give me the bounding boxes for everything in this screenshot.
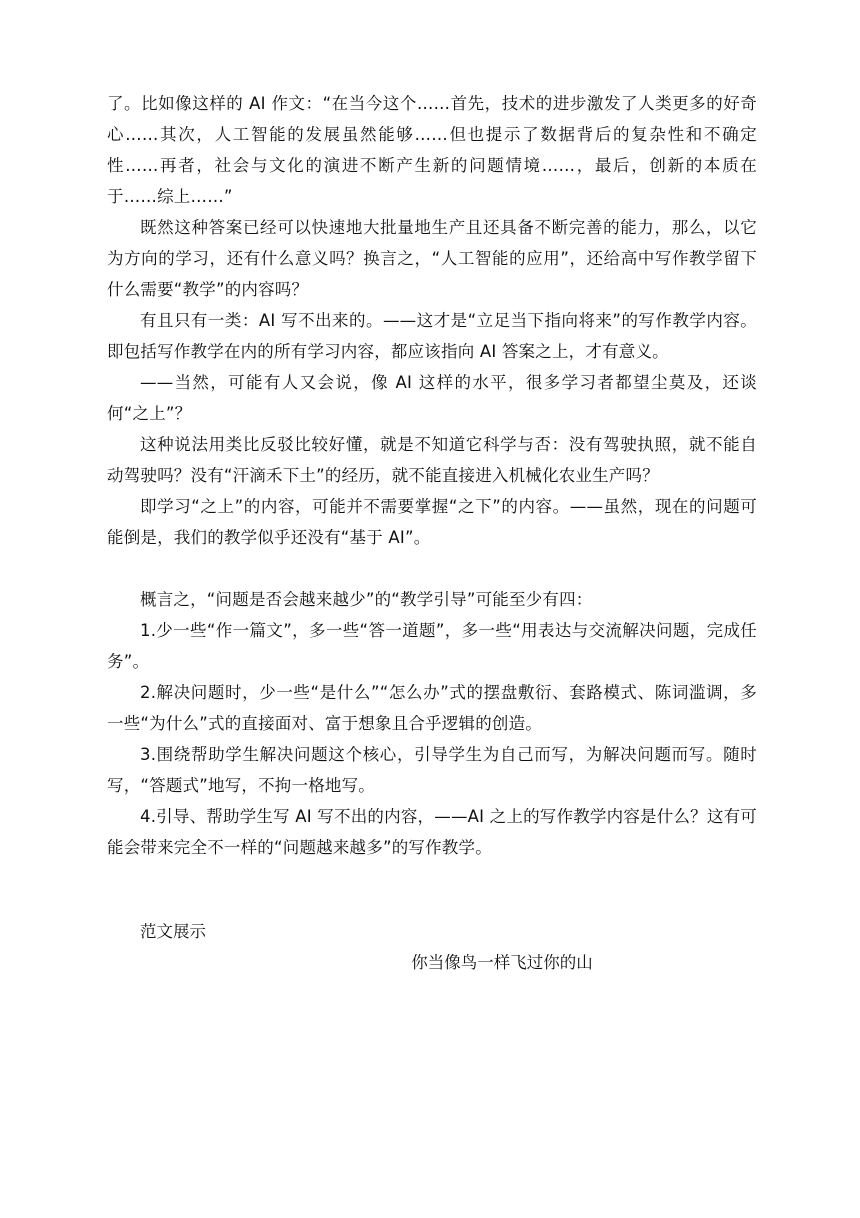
list-item-3: 3.围绕帮助学生解决问题这个核心，引导学生为自己而写，为解决问题而写。随时写，“答题式”地写，不拘一格地写。 [107,745,757,795]
spacer [107,894,757,916]
paragraph-analogy: 这种说法用类比反驳比较好懂，就是不知道它科学与否：没有驾驶执照，就不能自动驾驶吗？没有“汗滴禾下土”的经历，就不能直接进入机械化农业生产吗？ [107,435,757,485]
document-body [107,88,757,978]
list-item-1: 1.少一些“作一篇文”，多一些“答一道题”，多一些“用表达与交流解决问题，完成任务”。 [107,621,757,671]
spacer [107,553,757,584]
list-item-2: 2.解决问题时，少一些“是什么”“怎么办”式的摆盘敷衍、套路模式、陈词滥调，多一些“为什么”式的直接面对、富于想象且合乎逻辑的创造。 [107,683,757,733]
paragraph-ai-essay-example: 了。比如像这样的 AI 作文：“在当今这个……首先，技术的进步激发了人类更多的好奇心……其次，人工智能的发展虽然能够……但也提示了数据背后的复杂性和不确定性……再者，社会与文化的演进不断产生新的问题情境……，最后，创新的本质在于……综上……” [107,94,757,206]
section-heading: 范文展示 [140,922,206,941]
paragraph-only-one-type: 有且只有一类：AI 写不出来的。——这才是“立足当下指向将来”的写作教学内容。即包括写作教学在内的所有学习内容，都应该指向 AI 答案之上，才有意义。 [107,311,757,361]
paragraph-summary-intro: 概言之，“问题是否会越来越少”的“教学引导”可能至少有四： [140,590,593,609]
paragraph-meaning-question: 既然这种答案已经可以快速地大批量地生产且还具备不断完善的能力，那么，以它为方向的学习，还有什么意义吗？换言之，“人工智能的应用”，还给高中写作教学留下什么需要“教学”的内容吗？ [107,218,757,299]
paragraph-above-below: 即学习“之上”的内容，可能并不需要掌握“之下”的内容。——虽然，现在的问题可能倒是，我们的教学似乎还没有“基于 AI”。 [107,497,757,547]
paragraph-objection: ——当然，可能有人又会说，像 AI 这样的水平，很多学习者都望尘莫及，还谈何“之上”？ [107,373,757,423]
essay-title: 你当像鸟一样飞过你的山 [411,953,593,972]
list-item-4: 4.引导、帮助学生写 AI 写不出的内容，——AI 之上的写作教学内容是什么？这有可能会带来完全不一样的“问题越来越多”的写作教学。 [107,807,757,857]
spacer [107,863,757,894]
